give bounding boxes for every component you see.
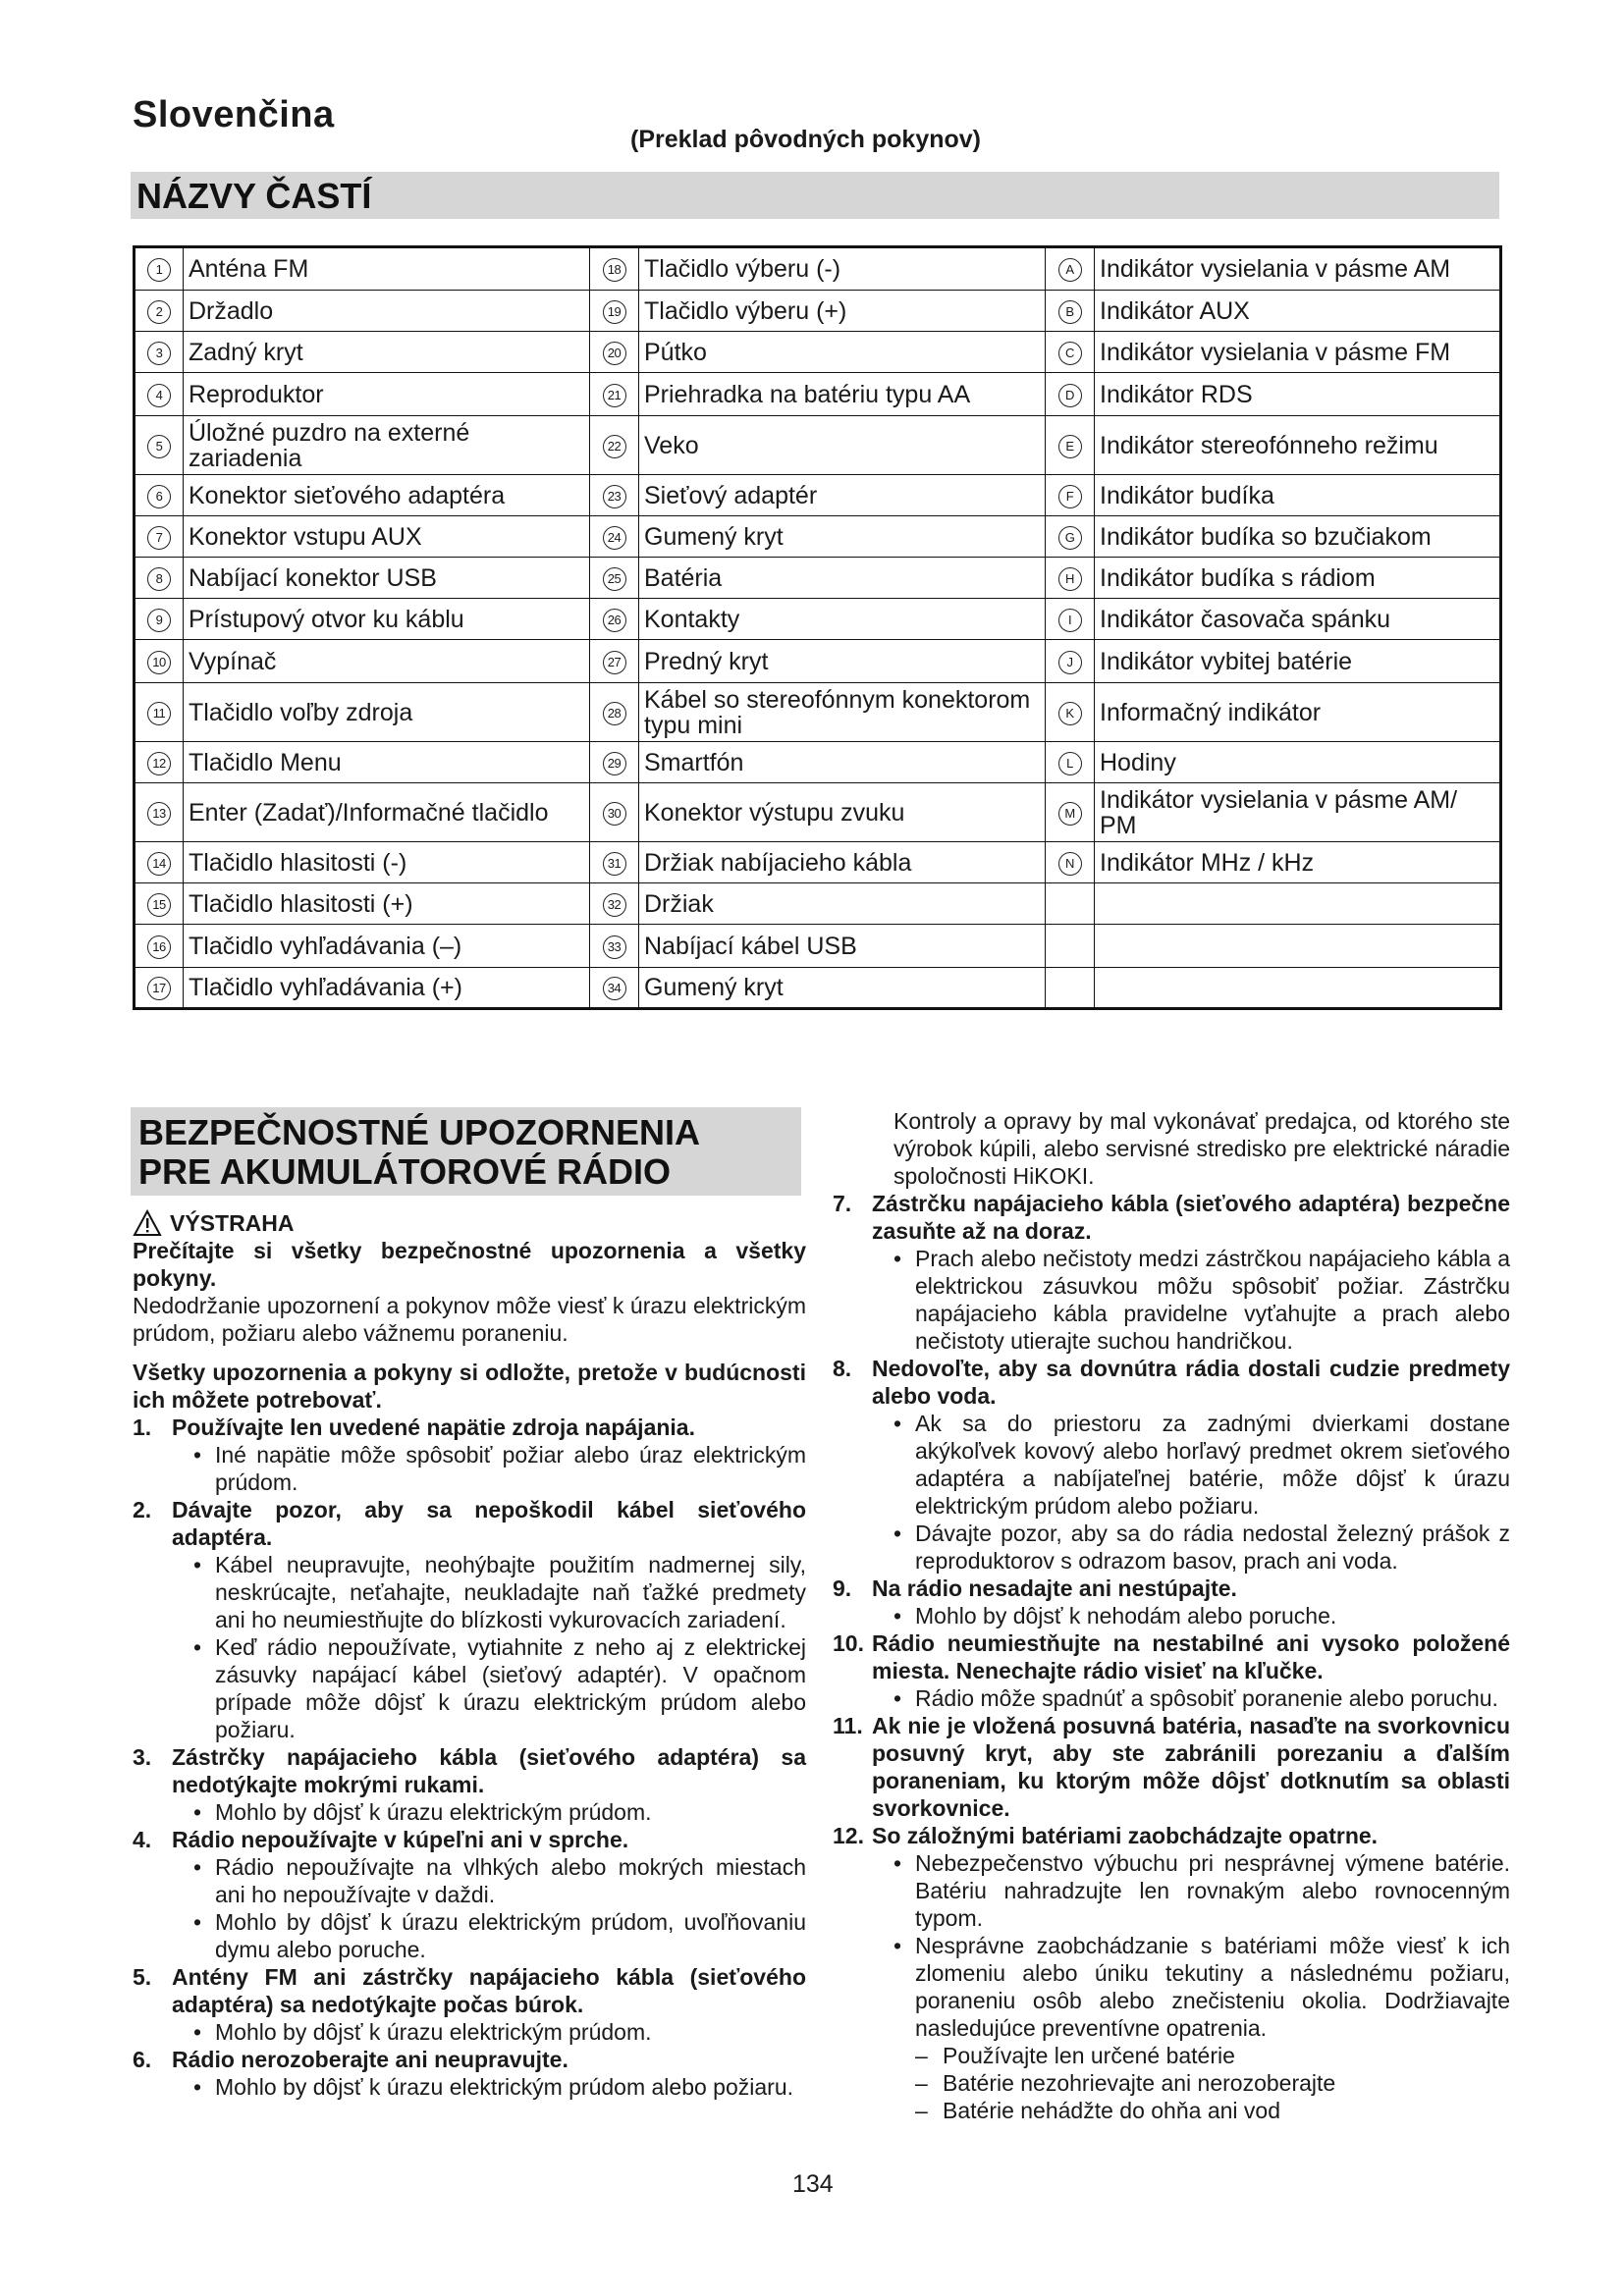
- part-name: [1095, 925, 1501, 968]
- part-number-badge: 24: [603, 526, 626, 550]
- part-name: Pútko: [639, 332, 1046, 373]
- part-number-badge: 7: [147, 526, 171, 550]
- part-name: Tlačidlo voľby zdroja: [184, 683, 590, 742]
- part-name: Kontakty: [639, 599, 1046, 640]
- bullet: • Nesprávne zaobchádzanie s batériami môže viesť k ich zlomeniu alebo úniku tekutiny a následnému požiaru, poraneniu osôb alebo znečisteniu okolia. Dodržiavajte nasledujúce preventívne opatrenia.: [893, 1933, 1510, 2041]
- bullet: • Kábel neupravujte, neohýbajte použitím nadmernej sily, neskrúcajte, neťahajte, neukladajte naň ťažké predmety ani ho neumiestňujte do blízkosti vykurovacích zariadení.: [192, 1552, 806, 1632]
- part-number: [590, 373, 639, 416]
- part-name: Úložné puzdro na externé zariadenia: [184, 416, 590, 475]
- part-number-badge: 12: [147, 752, 171, 775]
- bullet: • Ak sa do priestoru za zadnými dvierkami dostane akýkoľvek kovový alebo horľavý predmet okrem sieťového adaptéra a nabíjateľnej batérie, môže dôjsť k úrazu elektrickým prúdom alebo požiaru.: [893, 1411, 1510, 1519]
- safety-item-10: 10. Rádio neumiestňujte na nestabilné ani vysoko položené miesta. Nenechajte rádio visieť na kľučke.: [833, 1630, 1510, 1683]
- warning-label: VÝSTRAHA: [170, 1210, 295, 1236]
- bullet: • Mohlo by dôjsť k úrazu elektrickým prúdom alebo požiaru.: [192, 2074, 794, 2100]
- part-number: [590, 683, 639, 742]
- translation-subtitle: (Preklad pôvodných pokynov): [630, 126, 982, 153]
- parts-section-title: NÁZVY ČASTÍ: [131, 172, 1499, 219]
- part-number-badge: 6: [147, 485, 171, 508]
- part-number: [590, 247, 639, 291]
- parts-row: [135, 968, 1501, 1009]
- parts-row: [135, 883, 1501, 925]
- parts-row: [135, 783, 1501, 842]
- part-name: Informačný indikátor: [1095, 683, 1501, 742]
- part-number: [1046, 291, 1095, 332]
- safety-item-8: 8. Nedovoľte, aby sa dovnútra rádia dostali cudzie predmety alebo voda.: [833, 1356, 1510, 1409]
- part-number-badge: 17: [147, 977, 171, 1000]
- part-number: [135, 883, 184, 925]
- part-number-badge: 23: [603, 485, 626, 508]
- bullet: • Nebezpečenstvo výbuchu pri nesprávnej výmene batérie. Batériu nahradzujte len rovnakým alebo rovnocenným typom.: [893, 1850, 1510, 1931]
- part-number: [590, 599, 639, 640]
- part-name: Anténa FM: [184, 247, 590, 291]
- part-number-badge: A: [1058, 258, 1082, 282]
- safety-item-9: 9. Na rádio nesadajte ani nestúpajte.: [833, 1575, 1237, 1601]
- bullet: • Mohlo by dôjsť k úrazu elektrickým prúdom.: [192, 1799, 652, 1825]
- part-number-badge: L: [1058, 752, 1082, 775]
- part-name: Indikátor budíka s rádiom: [1095, 558, 1501, 599]
- part-number: [135, 291, 184, 332]
- part-name: Konektor sieťového adaptéra: [184, 475, 590, 516]
- part-number-badge: 29: [603, 752, 626, 775]
- part-number-badge: 1: [147, 258, 171, 282]
- part-number: [135, 475, 184, 516]
- intro-text: Nedodržanie upozornení a pokynov môže viesť k úrazu elektrickým prúdom, požiaru alebo vážnemu poraneniu.: [133, 1293, 806, 1346]
- parts-row: [135, 247, 1501, 291]
- part-number: [1046, 742, 1095, 783]
- part-name: Indikátor časovača spánku: [1095, 599, 1501, 640]
- part-name: Tlačidlo hlasitosti (+): [184, 883, 590, 925]
- part-name: Gumený kryt: [639, 516, 1046, 558]
- part-name: Vypínač: [184, 640, 590, 683]
- part-number-badge: H: [1058, 567, 1082, 591]
- part-name: Reproduktor: [184, 373, 590, 416]
- part-number-badge: 28: [603, 702, 626, 725]
- part-number: [590, 516, 639, 558]
- part-number-badge: D: [1058, 384, 1082, 407]
- bullet: • Rádio môže spadnúť a spôsobiť poranenie alebo poruchu.: [893, 1685, 1498, 1711]
- dash-item: – Batérie nehádžte do ohňa ani vod: [915, 2098, 1280, 2123]
- part-number-badge: 27: [603, 651, 626, 674]
- part-number-badge: 10: [147, 651, 171, 674]
- safety-item-1: 1. Používajte len uvedené napätie zdroja napájania.: [133, 1415, 695, 1440]
- part-number-badge: M: [1058, 802, 1082, 826]
- bullet: • Mohlo by dôjsť k úrazu elektrickým prúdom.: [192, 2019, 652, 2045]
- page-number: 134: [792, 2170, 834, 2198]
- part-number: [590, 640, 639, 683]
- part-name: Konektor výstupu zvuku: [639, 783, 1046, 842]
- safety-title-line-2: PRE AKUMULÁTOROVÉ RÁDIO: [138, 1151, 672, 1192]
- part-number-badge: J: [1058, 651, 1082, 674]
- part-number: [1046, 640, 1095, 683]
- parts-row: [135, 332, 1501, 373]
- bullet: • Mohlo by dôjsť k úrazu elektrickým prúdom, uvoľňovaniu dymu alebo poruche.: [192, 1909, 806, 1962]
- parts-row: [135, 475, 1501, 516]
- parts-row: [135, 416, 1501, 475]
- parts-row: [135, 640, 1501, 683]
- part-name: Tlačidlo výberu (+): [639, 291, 1046, 332]
- part-name: Indikátor vysielania v pásme AM/ PM: [1095, 783, 1501, 842]
- part-number-badge: 34: [603, 977, 626, 1000]
- part-name: Hodiny: [1095, 742, 1501, 783]
- part-name: Prístupový otvor ku káblu: [184, 599, 590, 640]
- part-name: Veko: [639, 416, 1046, 475]
- part-number-badge: 5: [147, 435, 171, 458]
- intro-bold: Prečítajte si všetky bezpečnostné upozornenia a všetky pokyny.: [133, 1238, 806, 1291]
- part-number-badge: 18: [603, 258, 626, 282]
- parts-row: [135, 599, 1501, 640]
- part-number: [135, 516, 184, 558]
- part-number-badge: 8: [147, 567, 171, 591]
- part-name: Indikátor stereofónneho režimu: [1095, 416, 1501, 475]
- bullet: • Dávajte pozor, aby sa do rádia nedostal železný prášok z reproduktorov s odrazom basov, prach ani voda.: [893, 1521, 1510, 1574]
- part-number: [1046, 516, 1095, 558]
- part-name: Tlačidlo vyhľadávania (+): [184, 968, 590, 1009]
- safety-title-line-1: BEZPEČNOSTNÉ UPOZORNENIA: [138, 1112, 701, 1152]
- part-number-badge: 15: [147, 893, 171, 917]
- part-name: Gumený kryt: [639, 968, 1046, 1009]
- part-number: [1046, 683, 1095, 742]
- safety-item-12: 12. So záložnými batériami zaobchádzajte opatrne.: [833, 1823, 1379, 1848]
- dash-item: – Používajte len určené batérie: [915, 2043, 1235, 2068]
- part-number: [590, 742, 639, 783]
- part-number-badge: 20: [603, 342, 626, 365]
- part-name: Indikátor budíka so bzučiakom: [1095, 516, 1501, 558]
- part-name: Tlačidlo výberu (-): [639, 247, 1046, 291]
- part-name: Tlačidlo Menu: [184, 742, 590, 783]
- part-number-badge: C: [1058, 342, 1082, 365]
- part-number-badge: 32: [603, 893, 626, 917]
- part-number: [1046, 883, 1095, 925]
- warning-triangle-icon: [133, 1209, 162, 1237]
- part-number: [135, 247, 184, 291]
- part-name: Zadný kryt: [184, 332, 590, 373]
- part-name: Indikátor MHz / kHz: [1095, 842, 1501, 883]
- part-number: [135, 640, 184, 683]
- safety-right-column: [833, 1107, 1510, 2124]
- warning-heading: [133, 1209, 806, 1237]
- part-name: Indikátor vysielania v pásme AM: [1095, 247, 1501, 291]
- parts-row: [135, 842, 1501, 883]
- part-number: [590, 783, 639, 842]
- part-number: [1046, 247, 1095, 291]
- parts-table: [133, 245, 1502, 1010]
- dash-item: – Batérie nezohrievajte ani nerozoberajte: [915, 2070, 1336, 2096]
- part-name: Indikátor vysielania v pásme FM: [1095, 332, 1501, 373]
- part-number-badge: G: [1058, 526, 1082, 550]
- bullet: • Iné napätie môže spôsobiť požiar alebo úraz elektrickým prúdom.: [192, 1442, 806, 1495]
- part-name: Indikátor RDS: [1095, 373, 1501, 416]
- part-number: [135, 332, 184, 373]
- part-number: [590, 416, 639, 475]
- part-number-badge: 21: [603, 384, 626, 407]
- part-number: [135, 968, 184, 1009]
- part-number-badge: F: [1058, 485, 1082, 508]
- bullet: • Mohlo by dôjsť k nehodám alebo poruche.: [893, 1603, 1337, 1629]
- part-name: Kábel so stereofónnym konektorom typu mini: [639, 683, 1046, 742]
- parts-row: [135, 516, 1501, 558]
- keep-instructions: Všetky upozornenia a pokyny si odložte, pretože v budúcnosti ich môžete potrebovať.: [133, 1360, 806, 1413]
- part-name: Smartfón: [639, 742, 1046, 783]
- part-name: Držadlo: [184, 291, 590, 332]
- part-name: Konektor vstupu AUX: [184, 516, 590, 558]
- part-number-badge: 16: [147, 935, 171, 959]
- part-name: Indikátor AUX: [1095, 291, 1501, 332]
- part-number-badge: 26: [603, 609, 626, 632]
- language-heading: Slovenčina: [133, 94, 335, 135]
- safety-item-4: 4. Rádio nepoužívajte v kúpeľni ani v sprche.: [133, 1827, 629, 1852]
- part-name: Indikátor budíka: [1095, 475, 1501, 516]
- part-number: [1046, 475, 1095, 516]
- part-name: Držiak nabíjacieho kábla: [639, 842, 1046, 883]
- part-name: Nabíjací kábel USB: [639, 925, 1046, 968]
- part-number: [590, 925, 639, 968]
- part-number-badge: 3: [147, 342, 171, 365]
- parts-row: [135, 742, 1501, 783]
- part-number: [135, 925, 184, 968]
- part-number: [590, 475, 639, 516]
- part-number-badge: B: [1058, 300, 1082, 324]
- part-number: [590, 332, 639, 373]
- part-number: [1046, 925, 1095, 968]
- part-number: [590, 558, 639, 599]
- safety-item-5: 5. Antény FM ani zástrčky napájacieho kábla (sieťového adaptéra) sa nedotýkajte počas búrok.: [133, 1964, 806, 2017]
- parts-row: [135, 291, 1501, 332]
- part-number-badge: 30: [603, 802, 626, 826]
- safety-left-column: [133, 1209, 806, 2101]
- parts-row: [135, 683, 1501, 742]
- part-name: Tlačidlo hlasitosti (-): [184, 842, 590, 883]
- part-name: Priehradka na batériu typu AA: [639, 373, 1046, 416]
- part-number-badge: 22: [603, 435, 626, 458]
- part-number-badge: 33: [603, 935, 626, 959]
- item-6-continuation: Kontroly a opravy by mal vykonávať predajca, od ktorého ste výrobok kúpili, alebo servisné stredisko pre elektrické náradie spoločnosti HiKOKI.: [893, 1108, 1510, 1189]
- part-number: [135, 416, 184, 475]
- part-number-badge: 25: [603, 567, 626, 591]
- part-number: [1046, 968, 1095, 1009]
- part-number: [590, 291, 639, 332]
- part-number: [135, 742, 184, 783]
- parts-row: [135, 558, 1501, 599]
- safety-item-11: 11. Ak nie je vložená posuvná batéria, nasaďte na svorkovnicu posuvný kryt, aby ste zabránili porezaniu a ďalším poraneniam, ku ktorým môže dôjsť dotknutím sa oblasti svorkovnice.: [833, 1713, 1510, 1821]
- part-name: Enter (Zadať)/Informačné tlačidlo: [184, 783, 590, 842]
- part-name: Predný kryt: [639, 640, 1046, 683]
- part-number: [1046, 599, 1095, 640]
- part-number: [135, 783, 184, 842]
- parts-row: [135, 373, 1501, 416]
- part-number: [135, 373, 184, 416]
- part-number: [590, 883, 639, 925]
- part-number: [135, 599, 184, 640]
- part-number-badge: 19: [603, 300, 626, 324]
- bullet: • Keď rádio nepoužívate, vytiahnite z neho aj z elektrickej zásuvky napájací kábel (sieťový adaptér). V opačnom prípade môže dôjsť k úrazu elektrickým prúdom alebo požiaru.: [192, 1634, 806, 1742]
- part-number: [590, 968, 639, 1009]
- part-number-badge: 9: [147, 609, 171, 632]
- part-number-badge: N: [1058, 852, 1082, 876]
- safety-item-6: 6. Rádio nerozoberajte ani neupravujte.: [133, 2047, 568, 2072]
- bullet: • Prach alebo nečistoty medzi zástrčkou napájacieho kábla a elektrickou zásuvkou môžu spôsobiť požiar. Zástrčku napájacieho kábla pravidelne vyťahujte a prach alebo nečistoty utierajte suchou handričkou.: [893, 1246, 1510, 1354]
- part-number: [1046, 842, 1095, 883]
- parts-row: [135, 925, 1501, 968]
- part-number: [1046, 783, 1095, 842]
- part-number-badge: 4: [147, 384, 171, 407]
- part-name: Indikátor vybitej batérie: [1095, 640, 1501, 683]
- part-number-badge: 2: [147, 300, 171, 324]
- part-number: [135, 842, 184, 883]
- part-name: Tlačidlo vyhľadávania (–): [184, 925, 590, 968]
- part-name: Držiak: [639, 883, 1046, 925]
- part-number: [135, 558, 184, 599]
- bullet: • Rádio nepoužívajte na vlhkých alebo mokrých miestach ani ho nepoužívajte v daždi.: [192, 1854, 806, 1907]
- safety-item-2: 2. Dávajte pozor, aby sa nepoškodil kábel sieťového adaptéra.: [133, 1497, 806, 1550]
- part-number-badge: 14: [147, 852, 171, 876]
- part-name: Sieťový adaptér: [639, 475, 1046, 516]
- part-name: Batéria: [639, 558, 1046, 599]
- part-number-badge: 11: [147, 702, 171, 725]
- part-number: [135, 683, 184, 742]
- part-number: [590, 842, 639, 883]
- part-number: [1046, 416, 1095, 475]
- safety-item-3: 3. Zástrčky napájacieho kábla (sieťového adaptéra) sa nedotýkajte mokrými rukami.: [133, 1744, 806, 1797]
- safety-section-title: [131, 1107, 801, 1196]
- part-number-badge: 13: [147, 802, 171, 826]
- part-number-badge: K: [1058, 702, 1082, 725]
- part-number-badge: 31: [603, 852, 626, 876]
- part-name: [1095, 968, 1501, 1009]
- part-number: [1046, 373, 1095, 416]
- part-number: [1046, 558, 1095, 599]
- part-name: Nabíjací konektor USB: [184, 558, 590, 599]
- part-number: [1046, 332, 1095, 373]
- part-number-badge: E: [1058, 435, 1082, 458]
- part-name: [1095, 883, 1501, 925]
- safety-item-7: 7. Zástrčku napájacieho kábla (sieťového adaptéra) bezpečne zasuňte až na doraz.: [833, 1191, 1510, 1244]
- part-number-badge: I: [1058, 609, 1082, 632]
